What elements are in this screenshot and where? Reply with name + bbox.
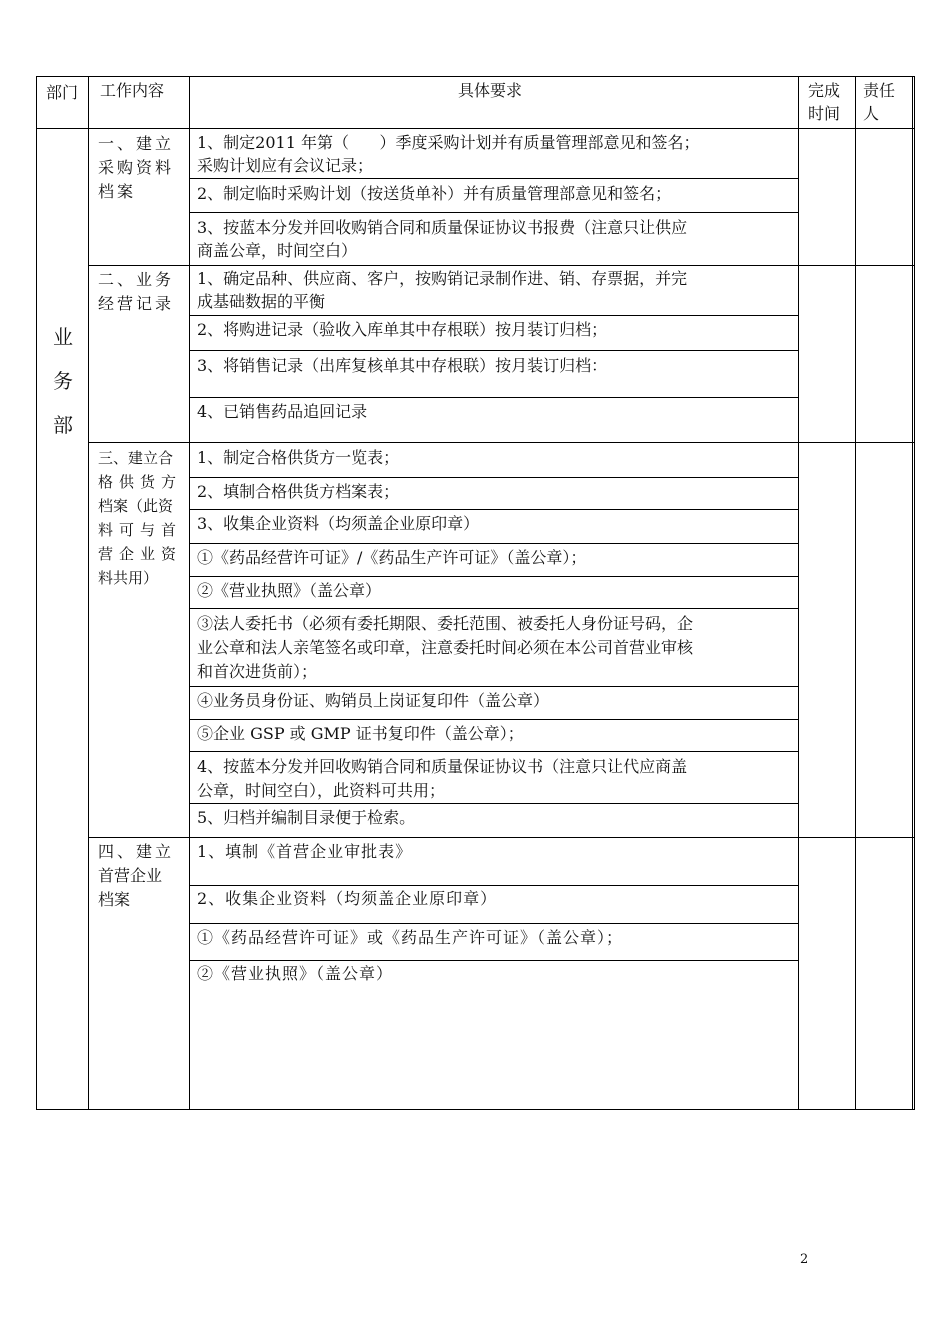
section-divider (88, 265, 915, 266)
requirement-line: 1、填制《首营企业审批表》 (197, 842, 413, 861)
requirement-line: 商盖公章，时间空白） (197, 241, 358, 260)
section-title-line: 档案 (98, 890, 131, 909)
item-divider (189, 751, 799, 752)
section-title-line: 一、建立 (98, 134, 175, 153)
requirement-line: 3、按蓝本分发并回收购销合同和质量保证协议书报费（注意只让供应 (197, 218, 688, 237)
table-left-border (36, 76, 37, 1110)
section-title-line: 营企业资 (98, 545, 183, 563)
header-owner-line1: 责任 (863, 81, 896, 100)
item-divider (189, 923, 799, 924)
item-divider (189, 608, 799, 609)
requirement-line: 采购计划应有会议记录； (197, 156, 374, 175)
section-title-line: 格供货方 (98, 473, 183, 491)
section-divider (88, 837, 915, 838)
section-title-line: 采购资料 (98, 158, 175, 177)
item-divider (189, 212, 799, 213)
item-divider (189, 885, 799, 886)
requirement-line: 4、已销售药品追回记录 (197, 402, 368, 421)
requirement-line: ②《营业执照》（盖公章） (197, 581, 382, 600)
header-bottom-border (36, 128, 915, 129)
item-divider (189, 350, 799, 351)
requirement-line: 2、制定临时采购计划（按送货单补）并有质量管理部意见和签名； (197, 184, 672, 203)
requirement-line: ⑤企业 GSP 或 GMP 证书复印件（盖公章）； (197, 724, 524, 743)
item-divider (189, 397, 799, 398)
requirement-line: 1、确定品种、供应商、客户，按购销记录制作进、销、存票据，并完 (197, 269, 688, 288)
section-divider (88, 442, 915, 443)
section-title-line: 三、建立合 (98, 449, 174, 467)
item-divider (189, 477, 799, 478)
item-divider (189, 315, 799, 316)
requirement-line: 2、填制合格供货方档案表； (197, 482, 400, 501)
req-col-divider (798, 76, 799, 1110)
header-owner-line2: 人 (863, 104, 880, 123)
table-right-border (912, 76, 913, 1110)
section-title-line: 四、建立 (98, 842, 175, 861)
requirement-line: 2、将购进记录（验收入库单其中存根联）按月装订归档； (197, 320, 608, 339)
section-title-line: 档案 (98, 182, 137, 201)
item-divider (189, 178, 799, 179)
item-divider (189, 543, 799, 544)
header-work: 工作内容 (100, 81, 165, 100)
item-divider (189, 719, 799, 720)
requirement-line: ③法人委托书（必须有委托期限、委托范围、被委托人身份证号码，企 (197, 614, 694, 633)
requirement-line: 和首次进货前）； (197, 662, 318, 681)
work-col-divider (189, 76, 190, 1110)
requirement-line: 4、按蓝本分发并回收购销合同和质量保证协议书（注意只让代应商盖 (197, 757, 688, 776)
section-title-line: 料共用） (98, 569, 159, 587)
item-divider (189, 686, 799, 687)
department-char: 部 (53, 413, 73, 437)
requirement-line: 成基础数据的平衡 (197, 292, 326, 311)
section-title-line: 二、业务 (98, 270, 175, 289)
requirement-line: ①《药品经营许可证》或《药品生产许可证》（盖公章）； (197, 928, 624, 947)
section-title-line: 经营记录 (98, 294, 175, 313)
department-char: 务 (53, 369, 73, 393)
department-char: 业 (53, 325, 73, 349)
requirement-line: 3、将销售记录（出库复核单其中存根联）按月装订归档： (197, 356, 608, 375)
item-divider (189, 803, 799, 804)
item-divider (189, 576, 799, 577)
table-right-border-outer (914, 76, 915, 1110)
requirement-line: 1、制定合格供货方一览表； (197, 448, 400, 467)
item-divider (189, 509, 799, 510)
header-dept: 部门 (46, 83, 79, 102)
requirement-line: 2、收集企业资料（均须盖企业原印章） (197, 889, 498, 908)
section-title-line: 档案（此资 (98, 497, 174, 515)
section-title-line: 首营企业 (98, 866, 163, 885)
requirement-line: ④业务员身份证、购销员上岗证复印件（盖公章） (197, 691, 550, 710)
dept-col-divider (88, 76, 89, 1110)
time-col-divider (855, 76, 856, 1110)
header-time-line2: 时间 (808, 104, 841, 123)
item-divider (189, 960, 799, 961)
requirement-line: 1、制定2011 年第（ ）季度采购计划并有质量管理部意见和签名； (197, 133, 700, 152)
table-bottom-border (36, 1109, 915, 1110)
requirement-line: 3、收集企业资料（均须盖企业原印章） (197, 514, 480, 533)
table-top-border (36, 76, 915, 77)
section-title-line: 料可与首 (98, 521, 183, 539)
requirement-line: 公章，时间空白），此资料可共用； (197, 781, 446, 800)
header-requirements: 具体要求 (458, 81, 523, 100)
requirement-line: ②《营业执照》（盖公章） (197, 964, 394, 983)
page-number: 2 (800, 1252, 809, 1267)
requirement-line: 5、归档并编制目录便于检索。 (197, 808, 416, 827)
requirement-line: 业公章和法人亲笔签名或印章，注意委托时间必须在本公司首营业审核 (197, 638, 694, 657)
header-time-line1: 完成 (808, 81, 841, 100)
requirement-line: ①《药品经营许可证》/《药品生产许可证》（盖公章）； (197, 548, 587, 567)
